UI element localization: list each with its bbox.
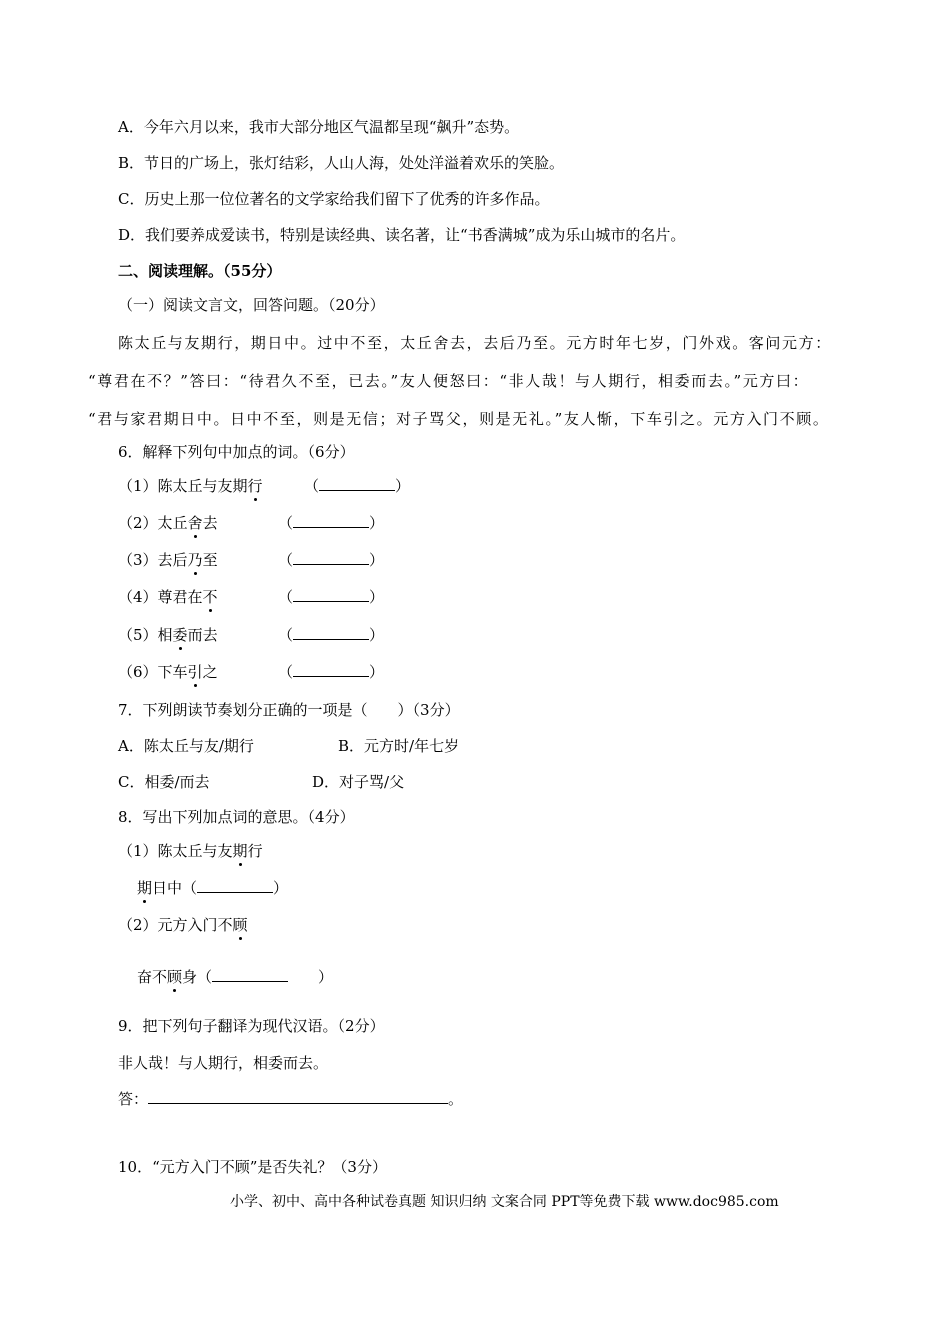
q6-item: （6）下车引之 [118, 663, 218, 681]
q8-item: （2）元方入门不顾 [118, 916, 248, 934]
q7-option-a: A．陈太丘与友/期行 [118, 737, 254, 755]
q9-sentence: 非人哉！与人期行，相委而去。 [118, 1054, 329, 1072]
answer-blank[interactable]: （ ） [278, 663, 385, 681]
q5-option-a: A．今年六月以来，我市大部分地区气温都呈现“飙升”态势。 [118, 118, 520, 136]
answer-blank[interactable]: （ ） [278, 588, 385, 606]
question-8-stem: 8．写出下列加点词的意思。（4分） [118, 808, 355, 826]
part-title: （一）阅读文言文，回答问题。（20分） [118, 296, 385, 314]
q7-option-d: D．对子骂/父 [312, 773, 405, 791]
q6-item: （1）陈太丘与友期行 [118, 477, 263, 495]
question-7-stem: 7．下列朗读节奏划分正确的一项是（ ）（3分） [118, 701, 460, 719]
q7-option-c: C．相委/而去 [118, 773, 210, 791]
q8-item: （1）陈太丘与友期行 [118, 842, 263, 860]
answer-blank[interactable]: （ ） [304, 477, 411, 495]
answer-blank[interactable]: （ ） [278, 626, 385, 644]
question-6-stem: 6．解释下列句中加点的词。（6分） [118, 443, 355, 461]
q7-option-b: B．元方时/年七岁 [338, 737, 460, 755]
q6-item: （4）尊君在不 [118, 588, 218, 606]
answer-blank[interactable] [212, 967, 288, 982]
dotted-word: 委 [172, 626, 188, 644]
passage-line: “君与家君期日中。日中不至，则是无信；对子骂父，则是无礼。”友人惭，下车引之。元方入门不顾。 [88, 410, 830, 428]
answer-line[interactable] [148, 1089, 448, 1104]
dotted-word: 引 [187, 663, 203, 681]
dotted-word: 不 [202, 588, 218, 606]
passage-line: “尊君在不？”答曰：“待君久不至，已去。”友人便怒曰：“非人哉！与人期行，相委而去。”元方曰： [88, 372, 810, 390]
answer-blank[interactable] [197, 878, 273, 893]
answer-blank[interactable]: （ ） [278, 514, 385, 532]
question-10-stem: 10．“元方入门不顾”是否失礼？（3分） [118, 1158, 387, 1176]
page-footer: 小学、初中、高中各种试卷真题 知识归纳 文案合同 PPT等免费下载 www.doc985.com [230, 1194, 779, 1210]
answer-blank[interactable]: （ ） [278, 551, 385, 569]
q6-item: （5）相委而去 [118, 626, 218, 644]
q8-sub-item: 期日中（ ） [137, 879, 289, 897]
q5-option-c: C．历史上那一位位著名的文学家给我们留下了优秀的许多作品。 [118, 190, 550, 208]
dotted-word: 期 [232, 842, 248, 860]
section-title: 二、阅读理解。（55分） [118, 262, 282, 280]
q9-answer: 答： 。 [118, 1090, 464, 1108]
passage-line: 陈太丘与友期行，期日中。过中不至，太丘舍去，去后乃至。元方时年七岁，门外戏。客问元方： [118, 334, 832, 352]
q6-item: （3）去后乃至 [118, 551, 218, 569]
dotted-word: 行 [247, 477, 263, 495]
question-9-stem: 9．把下列句子翻译为现代汉语。（2分） [118, 1017, 385, 1035]
dotted-word: 顾 [167, 968, 183, 986]
dotted-word: 期 [137, 879, 153, 897]
q5-option-d: D．我们要养成爱读书，特别是读经典、读名著，让“书香满城”成为乐山城市的名片。 [118, 226, 686, 244]
q5-option-b: B．节日的广场上，张灯结彩，人山人海，处处洋溢着欢乐的笑脸。 [118, 154, 565, 172]
dotted-word: 顾 [232, 916, 248, 934]
q8-sub-item: 奋不顾身（ ） [137, 968, 334, 986]
q6-item: （2）太丘舍去 [118, 514, 218, 532]
dotted-word: 乃 [187, 551, 203, 569]
dotted-word: 舍 [187, 514, 203, 532]
